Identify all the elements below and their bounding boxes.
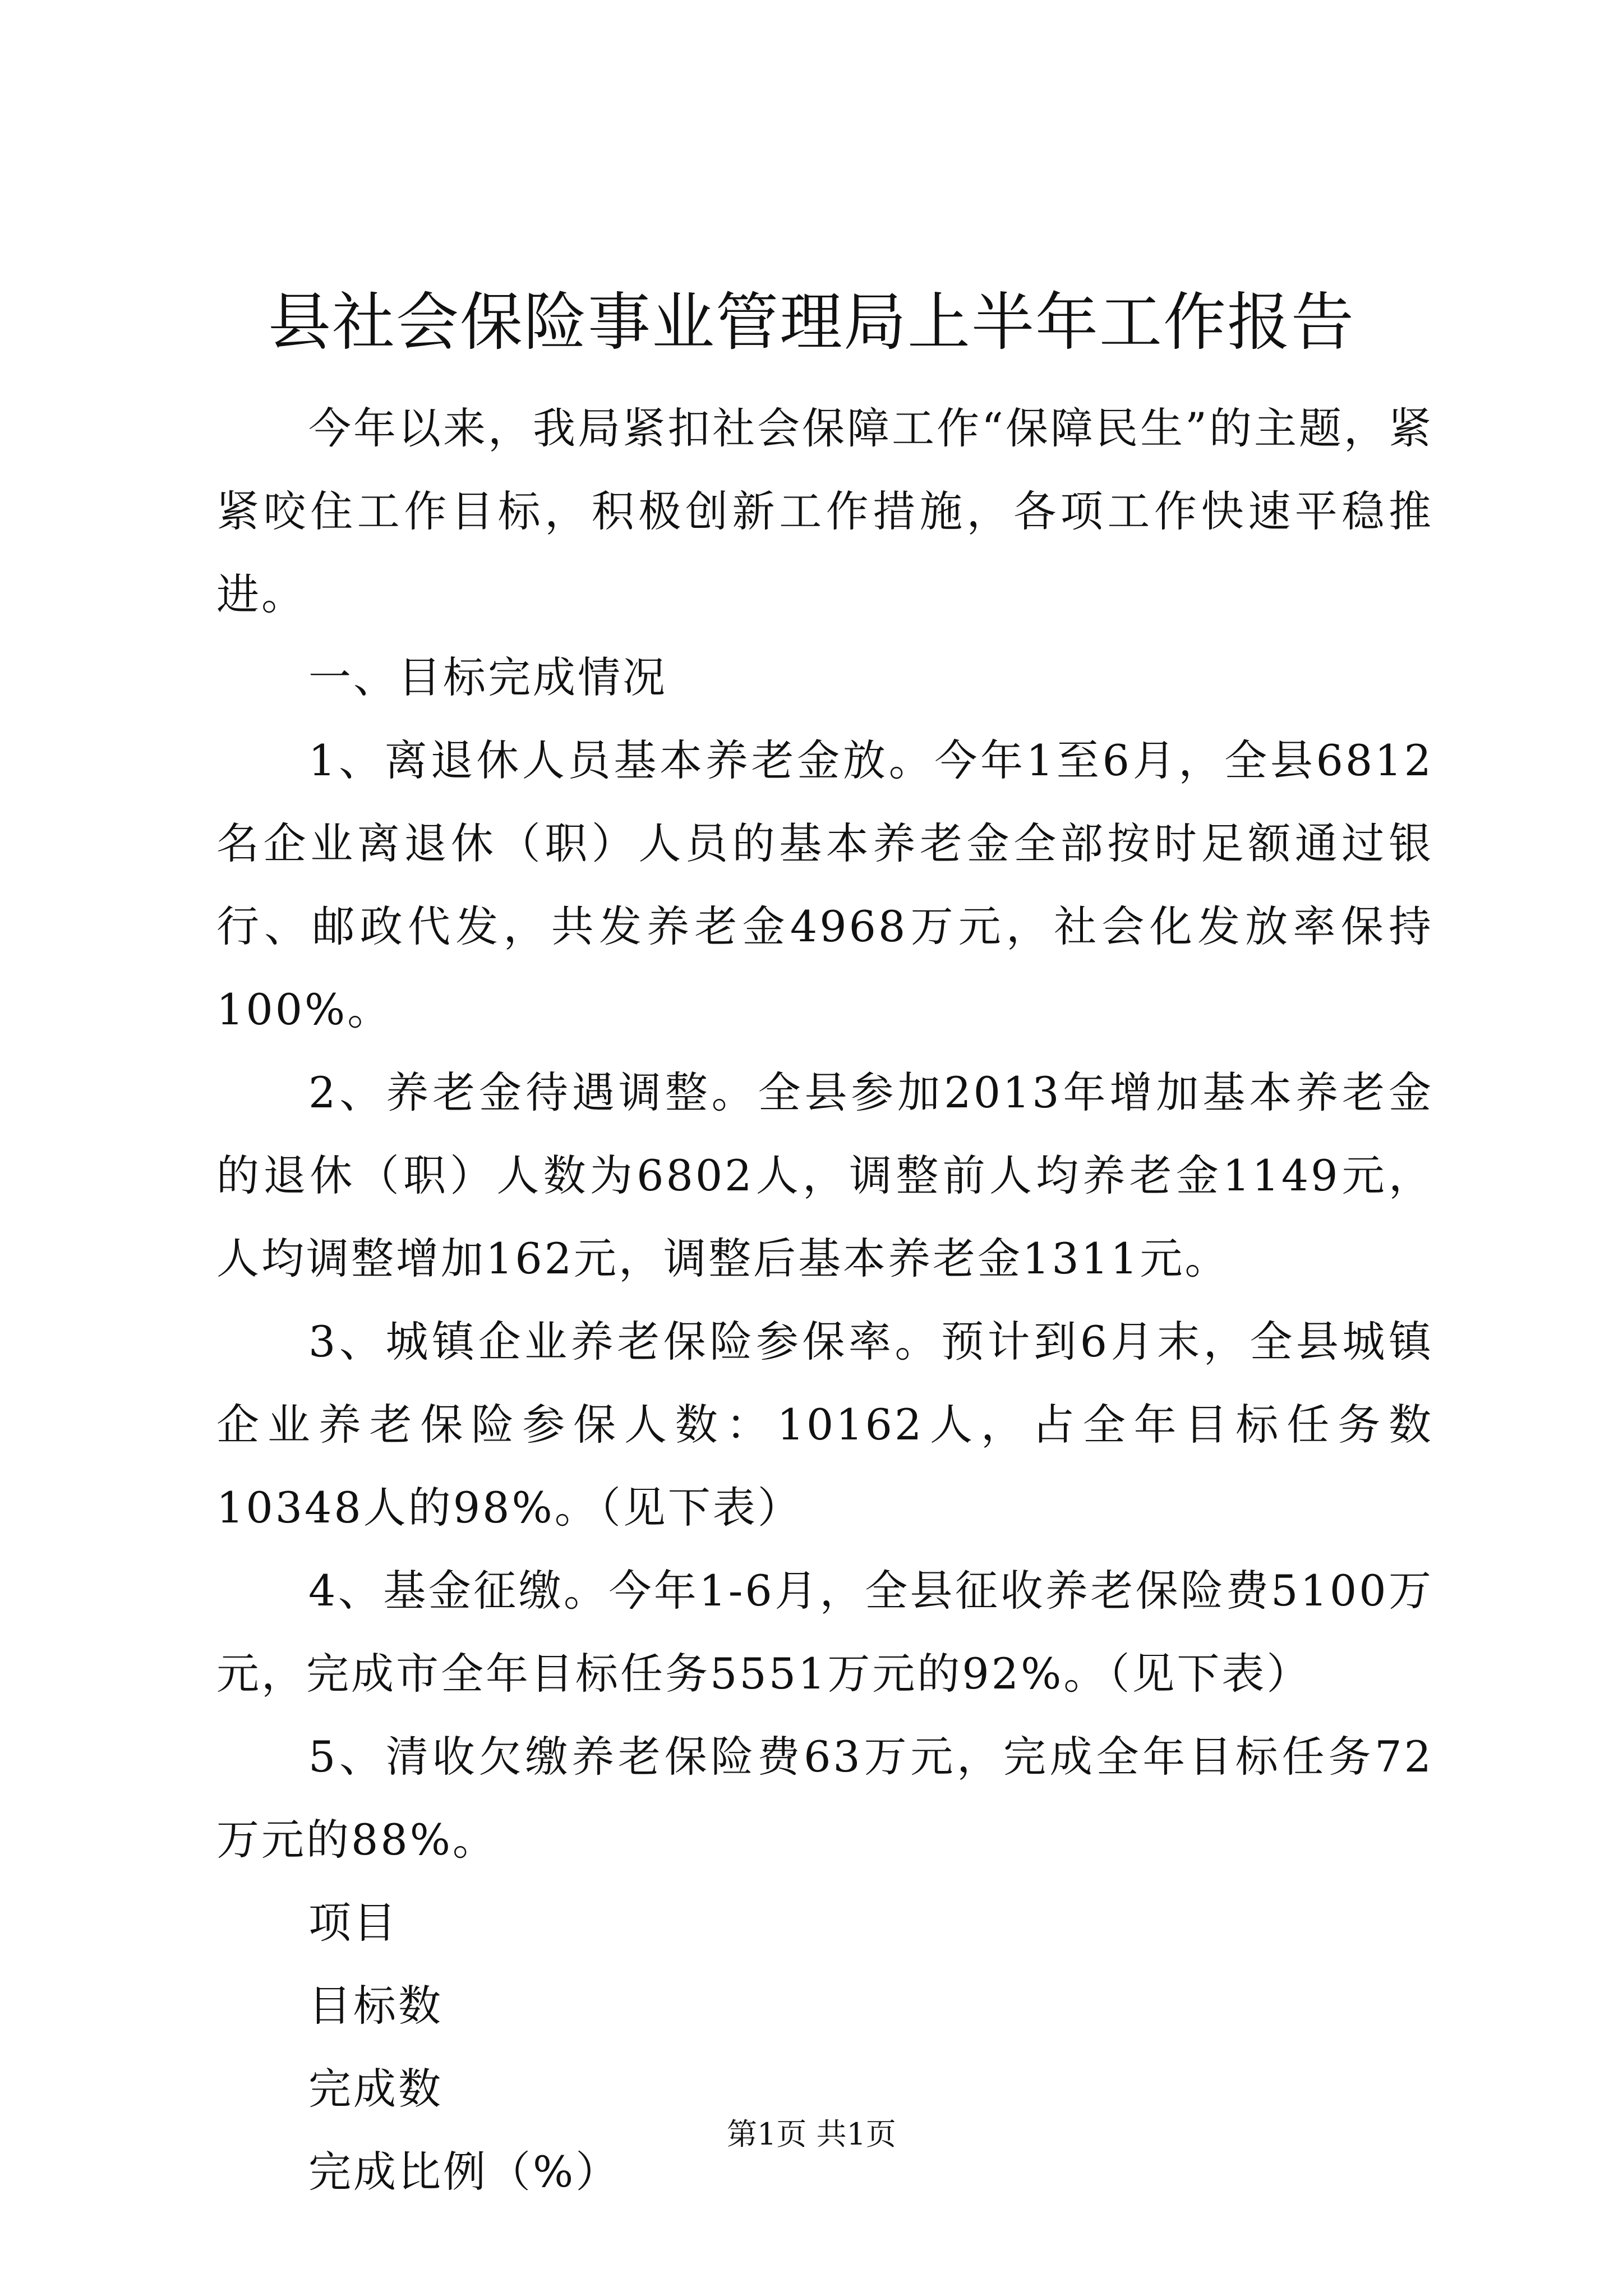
paragraph-item-2: 2、养老金待遇调整。全县参加2013年增加基本养老金的退休（职）人数为6802人，调整前人均养老金1149元，人均调整增加162元，调整后基本养老金1311元。 — [216, 1068, 1433, 1283]
table-label-completed: 完成数 — [308, 2064, 443, 2114]
paragraph-item-5: 5、清收欠缴养老保险费63万元，完成全年目标任务72万元的88%。 — [216, 1732, 1433, 1865]
paragraph-item-3: 3、城镇企业养老保险参保率。预计到6月末，全县城镇企业养老保险参保人数：10162人，占全年目标任务数10348人的98%。（见下表） — [216, 1317, 1433, 1533]
document-body — [216, 387, 1433, 2214]
paragraph-intro: 今年以来，我局紧扣社会保障工作“保障民生”的主题，紧紧咬住工作目标，积极创新工作措施，各项工作快速平稳推进。 — [216, 403, 1433, 619]
table-label-target: 目标数 — [308, 1981, 443, 2031]
paragraph-item-4: 4、基金征缴。今年1-6月，全县征收养老保险费5100万元，完成市全年目标任务5551万元的92%。（见下表） — [216, 1566, 1433, 1699]
page-footer: 第1页 共1页 — [727, 2116, 896, 2152]
document-title: 县社会保险事业管理局上半年工作报告 — [268, 286, 1355, 359]
section-heading-goals: 一、目标完成情况 — [308, 652, 667, 702]
table-label-item: 项目 — [308, 1898, 398, 1948]
paragraph-item-1: 1、离退休人员基本养老金放。今年1至6月，全县6812名企业离退休（职）人员的基本养老金全部按时足额通过银行、邮政代发，共发养老金4968万元，社会化发放率保持100%。 — [216, 735, 1433, 1034]
table-label-ratio: 完成比例（%） — [308, 2147, 621, 2197]
